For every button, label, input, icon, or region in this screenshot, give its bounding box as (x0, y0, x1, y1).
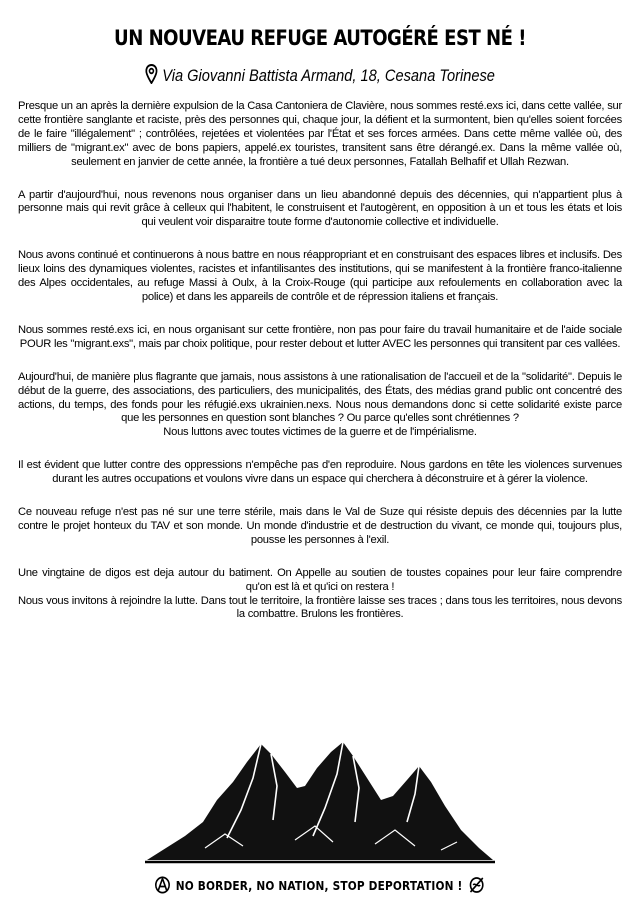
paragraph-4 (18, 324, 622, 352)
slogan-text: NO BORDER, NO NATION, STOP DEPORTATION ! (175, 879, 463, 893)
paragraph-4-text: Nous sommes resté.exs ici, en nous organisant sur cette frontière, non pas pour faire du travail humanitaire et de l'aide sociale POUR les "migrant.exs", mais par choix politique, pour rester debout et lutter AVEC les personnes qui transitent par ces vallées. (18, 323, 622, 350)
paragraph-7-text: Ce nouveau refuge n'est pas né sur une terre stérile, mais dans le Val de Suze qui résiste depuis des décennies par la lutte contre le projet honteux du TAV et son monde. Un monde d'industrie et de destruction du vivant, ce monde qui, toujours plus, pousse les personnes à l'exil. (18, 506, 622, 546)
address-text: Via Giovanni Battista Armand, 18, Cesana Torinese (162, 66, 495, 85)
location-pin-icon (145, 64, 157, 84)
paragraph-8-text: Une vingtaine de digos est deja autour du batiment. On Appelle au soutien de toustes copaines pour leur faire comprendre qu'on est là et qu'ici on restera ! (18, 566, 622, 593)
paragraph-1 (18, 100, 622, 170)
paragraph-8-closing: Nous vous invitons à rejoindre la lutte. Dans tout le territoire, la frontière laisse ses traces ; dans tous les territoires, nous devons la combattre. Brulons les frontières. (18, 594, 622, 621)
paragraph-2-text: A partir d'aujourd'hui, nous revenons nous organiser dans un lieu abandonné depuis des décennies, qui n'appartient plus à personne mais qui revit grâce à celleux qui l'habitent, le construisent et l'autogèrent, en opposition à un et tous les états et lois qui veulent voir disparaitre toute forme d'autonomie collective et individuelle. (18, 188, 622, 229)
paragraph-5-text: Aujourd'hui, de manière plus flagrante que jamais, nous assistons à une rationalisation de l'accueil et de la "solidarité". Depuis le début de la guerre, des associations, des particuliers, des municipalités, des États, des médias grand public ont concentré des actions, du temps, des fonds pour les réfugié.exs ukrainien.nexs. Nous nous demandons donc si cette solidarité existe parce que les personnes en question sont blanches ? Ou parce qu'elles sont chrétiennes ? (18, 370, 622, 425)
paragraph-6 (18, 459, 622, 487)
no-nation-symbol-icon (468, 876, 486, 894)
paragraph-3 (18, 249, 622, 305)
page-title: UN NOUVEAU REFUGE AUTOGÉRÉ EST NÉ ! (114, 26, 526, 50)
footer-slogan (38, 876, 601, 894)
address-line (45, 64, 595, 86)
body-text (18, 100, 622, 641)
anarchy-symbol-icon (155, 876, 171, 894)
paragraph-5-closing: Nous luttons avec toutes victimes de la guerre et de l'impérialisme. (163, 426, 477, 439)
paragraph-3-text: Nous avons continué et continuerons à nous battre en nous réappropriant et en construisant des espaces libres et inclusifs. Des lieux loins des dynamiques violentes, racistes et infantilisantes des institutions, qui se manifestent à la frontière franco-italienne des Alpes occidentales, au refuge Massi à Oulx, à la Croix-Rouge (qui participe aux refoulements en collaboration avec la police) et dans les appareils de contrôle et de répression italiens et français. (18, 249, 622, 303)
paragraph-2 (18, 189, 622, 231)
mountain-drawing (145, 738, 495, 868)
paragraph-5 (18, 371, 622, 441)
paragraph-8 (18, 567, 622, 623)
paragraph-6-text: Il est évident que lutter contre des oppressions n'empêche pas d'en reproduire. Nous gardons en tête les violences survenues durant les autres occupations et voulons vivre dans un espace qui cherchera à déconstruire et à gérer la violence. (18, 459, 622, 486)
paragraph-7 (18, 506, 622, 548)
paragraph-1-text: Presque un an après la dernière expulsion de la Casa Cantoniera de Clavière, nous sommes resté.exs ici, dans cette vallée, sur cette frontière sanglante et raciste, près des personnes qui, chaque jour, la défient et la surmontent, bien qu'elles soient forcées de le faire "illégalement" ; contrôlées, rejetées et violentées par l'État et ses forces armées. Dans cette même vallée où, des milliers de "migrant.ex" avec de bons papiers, appelé.ex touristes, transitent sans être dérangé.ex. Dans la même vallée où, seulement en janvier de cette année, la frontière a tué deux personnes, Fatallah Belhafif et Ullah Rezwan. (18, 100, 622, 168)
